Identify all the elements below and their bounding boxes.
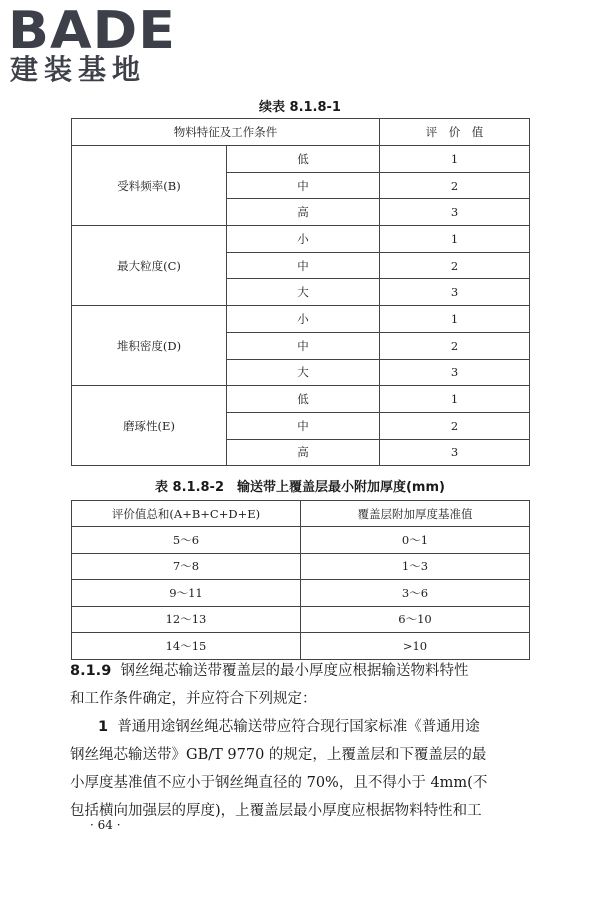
logo-subtitle: 建装基地	[10, 53, 147, 86]
value-cell: 3	[380, 359, 530, 386]
level-cell: 中	[227, 252, 380, 279]
level-cell: 中	[227, 332, 380, 359]
table-row	[72, 386, 530, 413]
section-number: 8.1.9	[70, 663, 112, 679]
table1-header-condition: 物料特征及工作条件	[72, 119, 380, 146]
value-cell: 2	[380, 412, 530, 439]
item-line-1	[70, 713, 526, 741]
value-cell: 1	[380, 306, 530, 333]
level-cell: 高	[227, 439, 380, 466]
table-row	[72, 527, 530, 554]
value-cell: 1	[380, 226, 530, 253]
value-cell: 3	[380, 439, 530, 466]
value-cell: 1	[380, 386, 530, 413]
table-cover-thickness	[71, 500, 530, 660]
table-row	[72, 226, 530, 253]
level-cell: 低	[227, 386, 380, 413]
value-cell: 2	[380, 332, 530, 359]
level-cell: 中	[227, 412, 380, 439]
value-cell: 3	[380, 199, 530, 226]
table2-header-thickness: 覆盖层附加厚度基准值	[301, 501, 530, 527]
value-cell: 2	[380, 252, 530, 279]
table-row	[72, 580, 530, 607]
sum-cell: 12～13	[72, 606, 301, 633]
level-cell: 小	[227, 226, 380, 253]
item-text-1: 普通用途钢丝绳芯输送带应符合现行国家标准《普通用途	[117, 719, 480, 735]
group-label: 磨琢性(E)	[72, 386, 227, 466]
thickness-cell: 6～10	[301, 606, 530, 633]
level-cell: 低	[227, 146, 380, 173]
table-row	[72, 633, 530, 660]
item-line-2: 钢丝绳芯输送带》GB/T 9770 的规定，上覆盖层和下覆盖层的最	[70, 747, 487, 763]
level-cell: 小	[227, 306, 380, 333]
thickness-cell: 0～1	[301, 527, 530, 554]
logo-wordmark	[8, 6, 178, 52]
sum-cell: 7～8	[72, 553, 301, 580]
item-number: 1	[98, 719, 109, 735]
sum-cell: 9～11	[72, 580, 301, 607]
thickness-cell: 3～6	[301, 580, 530, 607]
group-label: 堆积密度(D)	[72, 306, 227, 386]
page-number: · 64 ·	[90, 818, 121, 832]
thickness-cell: >10	[301, 633, 530, 660]
level-cell: 中	[227, 172, 380, 199]
value-cell: 1	[380, 146, 530, 173]
sum-cell: 14～15	[72, 633, 301, 660]
table1-caption: 续表 8.1.8-1	[259, 100, 341, 115]
value-cell: 3	[380, 279, 530, 306]
level-cell: 高	[227, 199, 380, 226]
logo-word-text: BADE	[8, 6, 176, 52]
table-material-evaluation	[71, 118, 530, 466]
level-cell: 大	[227, 279, 380, 306]
level-cell: 大	[227, 359, 380, 386]
group-label: 最大粒度(C)	[72, 226, 227, 306]
section-line-2: 和工作条件确定，并应符合下列规定：	[70, 691, 317, 707]
group-label: 受料频率(B)	[72, 146, 227, 226]
item-line-3: 小厚度基准值不应小于钢丝绳直径的 70%，且不得小于 4mm(不	[70, 775, 488, 791]
section-8-1-9	[70, 657, 526, 825]
section-line-1	[70, 657, 526, 685]
table-row	[72, 146, 530, 173]
table-row	[72, 553, 530, 580]
table1-header-value: 评 价 值	[380, 119, 530, 146]
value-cell: 2	[380, 172, 530, 199]
table2-header-sum: 评价值总和(A+B+C+D+E)	[72, 501, 301, 527]
logo	[8, 6, 178, 88]
table-row	[72, 306, 530, 333]
thickness-cell: 1～3	[301, 553, 530, 580]
table2-caption: 表 8.1.8-2 输送带上覆盖层最小附加厚度(mm)	[155, 480, 445, 495]
item-line-4: 包括横向加强层的厚度)，上覆盖层最小厚度应根据物料特性和工	[70, 803, 482, 819]
table-row	[72, 606, 530, 633]
section-text-1: 钢丝绳芯输送带覆盖层的最小厚度应根据输送物料特性	[120, 663, 469, 679]
sum-cell: 5～6	[72, 527, 301, 554]
